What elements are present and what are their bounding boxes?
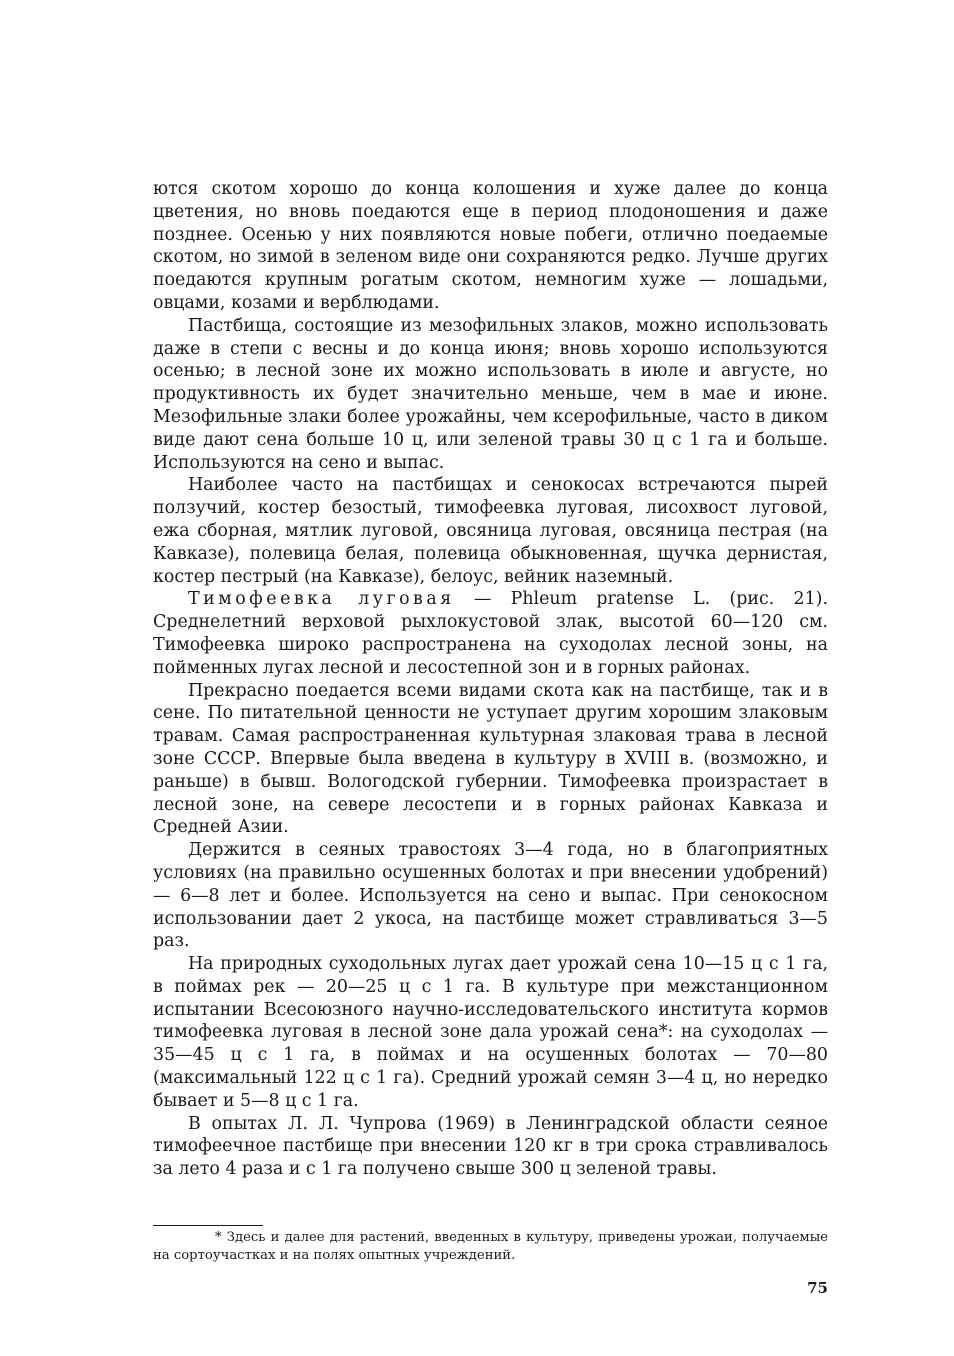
footnote-divider <box>153 1225 263 1226</box>
footnote: * Здесь и далее для растений, введенных в культуру, приведены урожаи, получаемые на сортоучастках и на полях опытных учреждений. <box>153 1230 828 1263</box>
paragraph-8: В опытах Л. Л. Чупрова (1969) в Ленинградской области сеяное тимофеечное пастбище при внесении 120 кг в три срока стравливалось за лето 4 раза и с 1 га получено свыше 300 ц зеленой травы. <box>153 1113 828 1180</box>
species-description: — Phleum pratense L. (рис. 21). Среднелетний верховой рыхлокустовой злак, высотой 60—120 см. Тимофеевка широко распространена на суходолах лесной зоны, на пойменных лугах лесной и лесостепной зон и в горных районах. <box>153 589 828 678</box>
paragraph-5: Прекрасно поедается всеми видами скота как на пастбище, так и в сене. По питательной ценности не уступает другим хорошим злаковым травам. Самая распространенная культурная злаковая трава в лесной зоне СССР. Впервые была введена в культуру в XVIII в. (возможно, и раньше) в бывш. Вологодской губернии. Тимофеевка произрастает в лесной зоне, на севере лесостепи и в горных районах Кавказа и Средней Азии. <box>153 680 828 838</box>
main-text <box>153 178 828 1181</box>
page-number: 75 <box>807 1279 828 1297</box>
paragraph-7: На природных суходольных лугах дает урожай сена 10—15 ц с 1 га, в поймах рек — 20—25 ц с 1 га. В культуре при межстанционном испытании Всесоюзного научно-исследовательского института кормов тимофеевка луговая в лесной зоне дала урожай сена*: на суходолах — 35—45 ц с 1 га, в поймах и на осушенных болотах — 70—80 (максимальный 122 ц с 1 га). Средний урожай семян 3—4 ц, но нередко бывает и 5—8 ц с 1 га. <box>153 954 828 1111</box>
paragraph-3: Наиболее часто на пастбищах и сенокосах встречаются пырей ползучий, костер безостый, тимофеевка луговая, лисохвост луговой, ежа сборная, мятлик луговой, овсяница луговая, овсяница пестрая (на Кавказе), полевица белая, полевица обыкновенная, щучка дернистая, костер пестрый (на Кавказе), белоус, вейник наземный. <box>153 475 828 587</box>
paragraph-1: ются скотом хорошо до конца колошения и хуже далее до конца цветения, но вновь поедаются еще в период плодоношения и даже позднее. Осенью у них появляются новые побеги, отлично поедаемые скотом, но зимой в зеленом виде они сохраняются редко. Лучше других поедаются крупным рогатым скотом, немногим хуже — лошадьми, овцами, козами и верблюдами. <box>153 179 828 313</box>
paragraph-4 <box>153 588 828 679</box>
paragraph-2: Пастбища, состоящие из мезофильных злаков, можно использовать даже в степи с весны и до конца июня; вновь хорошо используются осенью; в лесной зоне их можно использовать в июле и августе, но продуктивность их будет значительно меньше, чем в мае и июне. Мезофильные злаки более урожайны, чем ксерофильные, часто в диком виде дают сена больше 10 ц, или зеленой травы 30 ц с 1 га и больше. Используются на сено и выпас. <box>153 315 828 473</box>
paragraph-6: Держится в сеяных травостоях 3—4 года, но в благоприятных условиях (на правильно осушенных болотах и при внесении удобрений) — 6—8 лет и более. Используется на сено и выпас. При сенокосном использовании дает 2 укоса, на пастбище может стравливаться 3—5 раз. <box>153 840 828 952</box>
species-name-term: Тимофеевка луговая <box>188 589 455 610</box>
